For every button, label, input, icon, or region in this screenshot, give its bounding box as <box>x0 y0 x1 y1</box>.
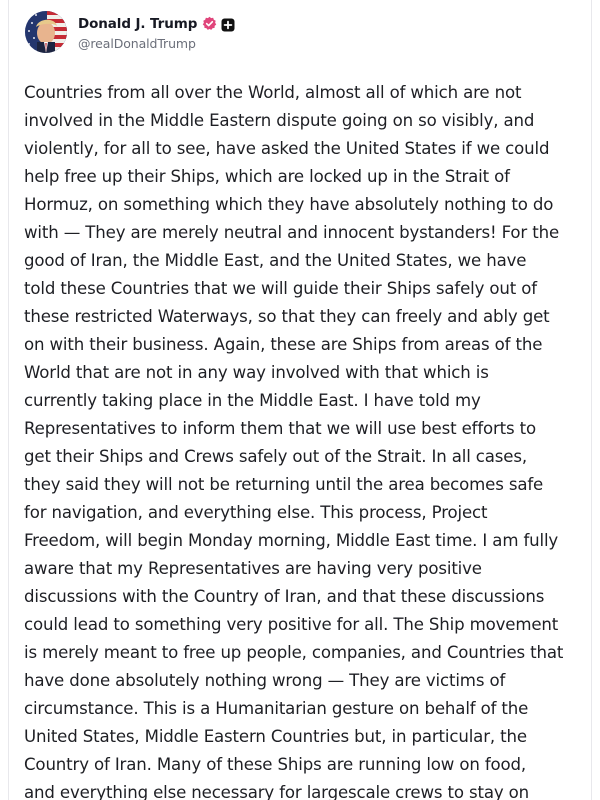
post-text-line: involved in the Middle Eastern dispute going on so visibly, and <box>24 111 535 130</box>
post-text-line: with — They are merely neutral and innocent bystanders! For the <box>24 223 560 242</box>
post-text-line: Representatives to inform them that we will use best efforts to <box>24 419 537 438</box>
post-text-line: good of Iran, the Middle East, and the United States, we have <box>24 251 527 270</box>
post-text-line: Countries from all over the World, almost all of which are not <box>24 83 522 102</box>
post-text-line: circumstance. This is a Humanitarian gesture on behalf of the <box>24 699 529 718</box>
author-handle[interactable]: @realDonaldTrump <box>78 35 196 51</box>
post-text-line: discussions with the Country of Iran, and that these discussions <box>24 587 545 606</box>
post-text-line: on with their business. Again, these are Ships from areas of the <box>24 335 543 354</box>
avatar-image <box>25 11 67 53</box>
post-text-line: and everything else necessary for largescale crews to stay on <box>24 783 530 800</box>
post-text-line: help free up their Ships, which are locked up in the Strait of <box>24 167 510 186</box>
post-text-line: could lead to something very positive for all. The Ship movement <box>24 615 559 634</box>
post-card <box>8 0 592 800</box>
post-text-line: United States, Middle Eastern Countries but, in particular, the <box>24 727 527 746</box>
plus-square-icon[interactable] <box>221 17 235 31</box>
post-text-line: Country of Iran. Many of these Ships are running low on food, <box>24 755 527 774</box>
post-text-line: these restricted Waterways, so that they can freely and ably get <box>24 307 550 326</box>
author-identity <box>78 14 235 51</box>
name-row <box>78 14 235 34</box>
post-text <box>24 79 586 800</box>
post-text-line: Freedom, will begin Monday morning, Middle East time. I am fully <box>24 531 559 550</box>
post-text-line: Hormuz, on something which they have absolutely nothing to do <box>24 195 554 214</box>
post-text-line: for navigation, and everything else. This process, Project <box>24 503 488 522</box>
post-text-line: is merely meant to free up people, companies, and Countries that <box>24 643 564 662</box>
post-text-line: have done absolutely nothing wrong — They are victims of <box>24 671 506 690</box>
post-text-line: aware that my Representatives are having very positive <box>24 559 482 578</box>
author-display-name[interactable]: Donald J. Trump <box>78 15 198 32</box>
post-text-line: get their Ships and Crews safely out of the Strait. In all cases, <box>24 447 527 466</box>
post-text-line: violently, for all to see, have asked the United States if we could <box>24 139 550 158</box>
post-text-line: currently taking place in the Middle East. I have told my <box>24 391 481 410</box>
post-text-line: told these Countries that we will guide their Ships safely out of <box>24 279 537 298</box>
avatar[interactable] <box>25 11 67 53</box>
post-text-line: World that are not in any way involved with that which is <box>24 363 489 382</box>
post-header <box>25 10 235 54</box>
post-text-line: they said they will not be returning until the area becomes safe <box>24 475 544 494</box>
verified-badge-icon <box>202 16 217 31</box>
